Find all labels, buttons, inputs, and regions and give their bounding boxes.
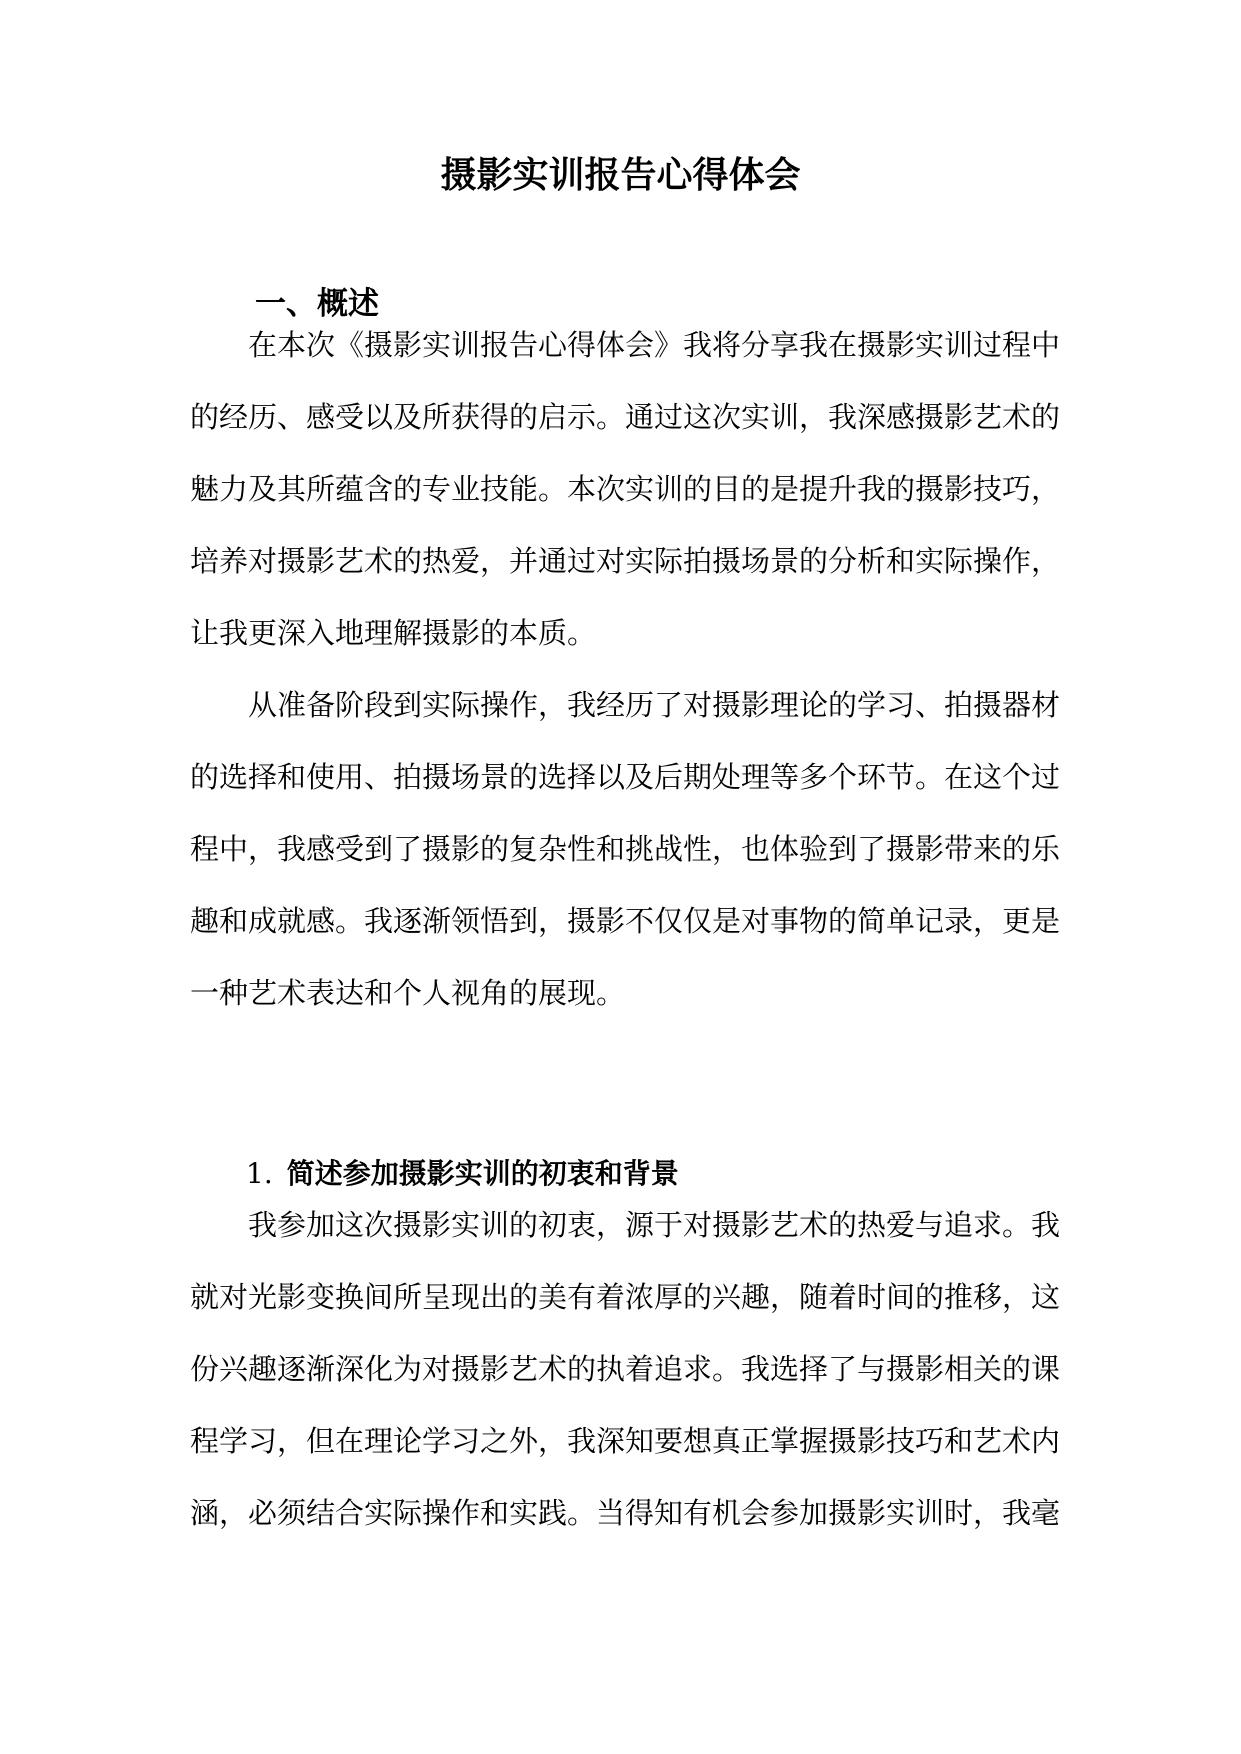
subsection-heading	[246, 1154, 679, 1194]
subsection-body	[190, 1189, 1060, 1549]
subsection-number: 1.	[246, 1157, 273, 1190]
section-overview-body	[190, 309, 1060, 1029]
body-paragraph: 在本次《摄影实训报告心得体会》我将分享我在摄影实训过程中的经历、感受以及所获得的启示。通过这次实训，我深感摄影艺术的魅力及其所蕴含的专业技能。本次实训的目的是提升我的摄影技巧，培养对摄影艺术的热爱，并通过对实际拍摄场景的分析和实际操作，让我更深入地理解摄影的本质。	[190, 328, 1061, 650]
document-title: 摄影实训报告心得体会	[440, 154, 801, 196]
subsection-title: 简述参加摄影实训的初衷和背景	[286, 1157, 679, 1190]
body-paragraph: 我参加这次摄影实训的初衷，源于对摄影艺术的热爱与追求。我就对光影变换间所呈现出的美有着浓厚的兴趣，随着时间的推移，这份兴趣逐渐深化为对摄影艺术的执着追求。我选择了与摄影相关的课程学习，但在理论学习之外，我深知要想真正掌握摄影技巧和艺术内涵，必须结合实际操作和实践。当得知有机会参加摄影实训时，我毫	[190, 1208, 1061, 1530]
section-heading-overview: 一、概述	[255, 286, 379, 322]
body-paragraph: 从准备阶段到实际操作，我经历了对摄影理论的学习、拍摄器材的选择和使用、拍摄场景的选择以及后期处理等多个环节。在这个过程中，我感受到了摄影的复杂性和挑战性，也体验到了摄影带来的乐趣和成就感。我逐渐领悟到，摄影不仅仅是对事物的简单记录，更是一种艺术表达和个人视角的展现。	[190, 688, 1061, 1010]
